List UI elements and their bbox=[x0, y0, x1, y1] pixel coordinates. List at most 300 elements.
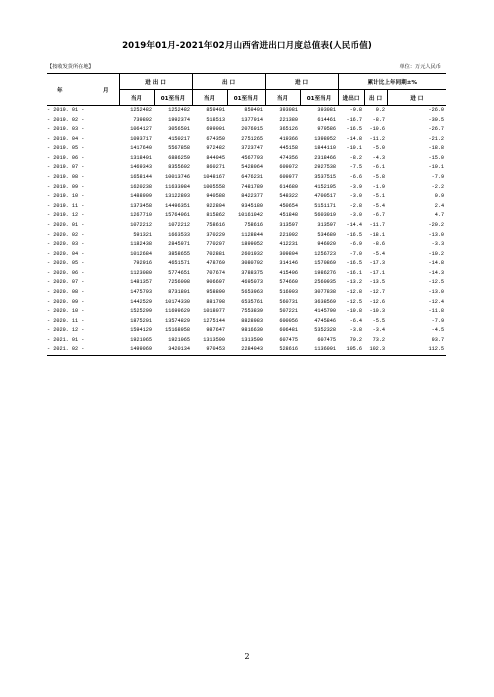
subheader-import-month: 当月 bbox=[265, 90, 300, 106]
cell-yoy-import: -18.8 bbox=[428, 145, 445, 152]
cell-export-month: 699001 bbox=[206, 126, 225, 133]
cell-total-ytd: 14496351 bbox=[165, 202, 190, 209]
cell-import-ytd: 393081 bbox=[317, 107, 337, 113]
cell-export-ytd: 1377914 bbox=[241, 116, 264, 123]
cell-total-ytd: 4651571 bbox=[168, 260, 190, 267]
cell-export-ytd: 8828983 bbox=[241, 317, 264, 324]
cell-yoy-total: 105.6 bbox=[338, 345, 364, 355]
cell-export-month: 844045 bbox=[206, 154, 225, 161]
cell-total-month: 1064127 bbox=[130, 126, 152, 133]
cell-yoy-total: -14.8 bbox=[346, 135, 363, 142]
cell-export-month: 970453 bbox=[192, 345, 227, 355]
cell-period: - 2019. 01 - bbox=[47, 107, 85, 113]
cell-export-month: 972482 bbox=[206, 145, 225, 152]
cell-export-month: 370229 bbox=[206, 231, 225, 238]
cell-export-month: 770207 bbox=[206, 241, 225, 248]
cell-export-month: 987647 bbox=[206, 327, 225, 334]
cell-total-month: 1442529 bbox=[130, 298, 152, 305]
cell-yoy-import: -21.2 bbox=[428, 135, 445, 142]
cell-yoy-total: -9.8 bbox=[349, 107, 363, 113]
cell-import-ytd: 5151171 bbox=[314, 202, 337, 209]
cell-period: - 2020. 03 - bbox=[47, 241, 85, 248]
cell-import-ytd: 1256723 bbox=[314, 250, 337, 257]
cell-export-ytd: 3788375 bbox=[241, 269, 264, 276]
cell-export-ytd: 3080702 bbox=[241, 260, 264, 267]
cell-period: - 2020. 01 - bbox=[47, 221, 85, 228]
cell-export-month: 859401 bbox=[206, 107, 225, 113]
cell-export-ytd: 5653963 bbox=[241, 288, 264, 295]
cell-import-ytd: 979586 bbox=[317, 126, 337, 133]
cell-yoy-total: -13.2 bbox=[346, 279, 363, 286]
table-row bbox=[47, 288, 446, 298]
table-row bbox=[47, 345, 446, 355]
table-row bbox=[47, 231, 446, 241]
cell-yoy-export: 102.3 bbox=[364, 345, 387, 355]
cell-yoy-import: -10.2 bbox=[428, 250, 445, 257]
cell-import-ytd: 3537515 bbox=[314, 174, 337, 181]
cell-export-month: 518513 bbox=[206, 116, 225, 123]
table-row bbox=[47, 135, 446, 145]
cell-import-month: 600056 bbox=[279, 317, 299, 324]
cell-total-ytd: 1663533 bbox=[168, 231, 190, 238]
table-row bbox=[47, 307, 446, 317]
cell-period: - 2019. 06 - bbox=[47, 154, 85, 161]
cell-total-ytd: 7256008 bbox=[168, 279, 190, 286]
cell-export-ytd: 4695073 bbox=[241, 279, 264, 286]
cell-export-ytd: 1313590 bbox=[241, 336, 264, 343]
cell-import-month: 474356 bbox=[279, 154, 299, 161]
cell-total-month: 1252482 bbox=[130, 107, 152, 113]
cell-import-ytd: 1398952 bbox=[314, 135, 337, 142]
cell-export-month: 1005558 bbox=[203, 183, 225, 190]
cell-yoy-import: -12.4 bbox=[428, 298, 445, 305]
cell-import-ytd: 2560935 bbox=[314, 279, 337, 286]
cell-yoy-export: -5.5 bbox=[372, 317, 386, 324]
cell-total-ytd: 8731801 bbox=[168, 288, 190, 295]
cell-total-ytd: 3420134 bbox=[154, 345, 192, 355]
cell-import-ytd: 4145790 bbox=[314, 308, 337, 315]
cell-export-ytd: 2601932 bbox=[241, 250, 264, 257]
cell-yoy-total: -12.5 bbox=[346, 298, 363, 305]
cell-import-month: 609977 bbox=[279, 174, 299, 181]
cell-yoy-import: 112.5 bbox=[387, 345, 446, 355]
cell-yoy-export: 73.2 bbox=[372, 336, 386, 343]
cell-yoy-export: -17.3 bbox=[369, 260, 386, 267]
period-header bbox=[47, 74, 119, 106]
cell-import-month: 445158 bbox=[279, 145, 299, 152]
cell-total-month: 1267710 bbox=[130, 212, 152, 219]
cell-import-ytd: 1136091 bbox=[300, 345, 338, 355]
cell-yoy-import: 93.7 bbox=[431, 336, 445, 343]
table-row bbox=[47, 154, 446, 164]
cell-yoy-export: -6.7 bbox=[372, 212, 386, 219]
cell-yoy-export: -11.7 bbox=[369, 221, 386, 228]
subheader-export-ytd: 01至当月 bbox=[227, 90, 265, 106]
cell-period: - 2020. 05 - bbox=[47, 260, 85, 267]
cell-period: - 2019. 08 - bbox=[47, 174, 85, 181]
cell-total-ytd: 13574829 bbox=[165, 317, 190, 324]
table-row bbox=[47, 106, 446, 116]
cell-period: - 2019. 02 - bbox=[47, 116, 85, 123]
cell-total-month: 1875201 bbox=[130, 317, 152, 324]
subheader-import-ytd: 01至当月 bbox=[300, 90, 338, 106]
cell-yoy-import: -3.3 bbox=[431, 241, 445, 248]
table-row bbox=[47, 336, 446, 346]
month-header: 月 bbox=[103, 87, 109, 94]
cell-period: - 2021. 02 - bbox=[47, 345, 119, 355]
cell-total-month: 1072212 bbox=[130, 221, 152, 228]
cell-yoy-total: -16.1 bbox=[346, 269, 363, 276]
cell-import-month: 574660 bbox=[279, 279, 299, 286]
cell-total-month: 1620238 bbox=[130, 183, 152, 190]
cell-yoy-total: -3.0 bbox=[349, 193, 363, 200]
cell-total-ytd: 10013746 bbox=[165, 174, 190, 181]
cell-total-month: 1475793 bbox=[130, 288, 152, 295]
cell-total-ytd: 1992374 bbox=[168, 116, 190, 123]
cell-period: - 2019. 05 - bbox=[47, 145, 85, 152]
cell-yoy-total: -6.9 bbox=[349, 241, 363, 248]
cell-import-month: 607475 bbox=[279, 336, 299, 343]
cell-yoy-import: -14.3 bbox=[428, 269, 445, 276]
cell-period: - 2019. 03 - bbox=[47, 126, 85, 133]
table-body bbox=[47, 106, 446, 356]
cell-total-ytd: 10174330 bbox=[165, 298, 190, 305]
header-group-yoy: 累计比上年同期±% bbox=[338, 74, 446, 90]
cell-import-ytd: 1844110 bbox=[314, 145, 337, 152]
cell-export-ytd: 2076915 bbox=[241, 126, 264, 133]
cell-period: - 2019. 12 - bbox=[47, 212, 85, 219]
cell-yoy-total: -10.1 bbox=[346, 145, 363, 152]
cell-yoy-import: -2.2 bbox=[431, 183, 445, 190]
cell-yoy-import: 2.4 bbox=[434, 202, 445, 209]
cell-export-month: 478769 bbox=[206, 260, 225, 267]
cell-yoy-export: -8.6 bbox=[372, 241, 386, 248]
cell-export-ytd: 9345180 bbox=[241, 202, 264, 209]
cell-yoy-export: -12.6 bbox=[369, 298, 386, 305]
cell-export-month: 815862 bbox=[206, 212, 225, 219]
cell-yoy-total: -10.8 bbox=[346, 308, 363, 315]
cell-import-month: 516903 bbox=[279, 288, 299, 295]
subheader-yoy-import: 进 口 bbox=[387, 90, 446, 106]
cell-import-ytd: 534689 bbox=[317, 231, 337, 238]
table-row bbox=[47, 125, 446, 135]
cell-import-month: 415406 bbox=[279, 269, 299, 276]
cell-import-month: 451848 bbox=[279, 212, 299, 219]
cell-yoy-total: -16.5 bbox=[346, 231, 363, 238]
cell-total-ytd: 1072212 bbox=[168, 221, 190, 228]
table-row bbox=[47, 317, 446, 327]
page-number: 2 bbox=[244, 652, 250, 661]
table-row bbox=[47, 278, 446, 288]
cell-total-month: 792916 bbox=[133, 260, 152, 267]
cell-yoy-export: -5.4 bbox=[372, 250, 386, 257]
cell-import-month: 548322 bbox=[279, 193, 299, 200]
cell-total-ytd: 3858655 bbox=[168, 250, 190, 257]
cell-import-ytd: 5352328 bbox=[314, 327, 337, 334]
cell-total-ytd: 2845971 bbox=[168, 241, 190, 248]
cell-total-ytd: 15764061 bbox=[165, 212, 190, 219]
cell-import-ytd: 2318466 bbox=[314, 154, 337, 161]
unit-note: 单位：万元人民币 bbox=[399, 64, 441, 70]
table-row bbox=[47, 144, 446, 154]
cell-export-ytd: 7553839 bbox=[241, 308, 264, 315]
cell-yoy-total: -2.8 bbox=[349, 202, 363, 209]
cell-yoy-export: -4.3 bbox=[372, 154, 386, 161]
cell-import-month: 221380 bbox=[279, 116, 299, 123]
table-row bbox=[47, 116, 446, 126]
cell-total-month: 1123080 bbox=[130, 269, 152, 276]
cell-export-month: 906697 bbox=[206, 279, 225, 286]
cell-yoy-total: -3.0 bbox=[349, 212, 363, 219]
cell-period: - 2020. 09 - bbox=[47, 298, 85, 305]
cell-export-ytd: 3723747 bbox=[241, 145, 264, 152]
cell-period: - 2019. 09 - bbox=[47, 183, 85, 190]
cell-export-month: 1018077 bbox=[203, 308, 225, 315]
cell-yoy-export: -6.1 bbox=[372, 164, 386, 171]
cell-export-ytd: 1899052 bbox=[241, 241, 264, 248]
cell-yoy-import: -7.9 bbox=[431, 174, 445, 181]
cell-import-ytd: 4700517 bbox=[314, 193, 337, 200]
cell-export-month: 1275144 bbox=[203, 317, 225, 324]
cell-period: - 2020. 07 - bbox=[47, 279, 85, 286]
cell-export-month: 674350 bbox=[206, 135, 225, 142]
cell-yoy-export: -5.0 bbox=[372, 145, 386, 152]
cell-export-month: 940588 bbox=[206, 193, 225, 200]
cell-yoy-total: -12.8 bbox=[346, 288, 363, 295]
cell-export-ytd: 9816630 bbox=[241, 327, 264, 334]
cell-import-month: 609072 bbox=[279, 164, 299, 171]
cell-yoy-export: -17.1 bbox=[369, 269, 386, 276]
cell-yoy-export: -5.8 bbox=[372, 174, 386, 181]
cell-yoy-import: -11.8 bbox=[428, 308, 445, 315]
cell-import-ytd: 1570869 bbox=[314, 260, 337, 267]
cell-export-month: 881798 bbox=[206, 298, 225, 305]
cell-yoy-export: -5.4 bbox=[372, 202, 386, 209]
cell-yoy-import: -4.5 bbox=[431, 327, 445, 334]
cell-period: - 2020. 12 - bbox=[47, 327, 85, 334]
cell-import-ytd: 313597 bbox=[317, 221, 337, 228]
cell-period: - 2019. 07 - bbox=[47, 164, 85, 171]
table-row bbox=[47, 183, 446, 193]
cell-yoy-total: -16.5 bbox=[346, 126, 363, 133]
cell-export-month: 958890 bbox=[206, 288, 225, 295]
cell-yoy-export: -18.1 bbox=[369, 231, 386, 238]
cell-total-ytd: 5567858 bbox=[168, 145, 190, 152]
cell-yoy-import: -10.1 bbox=[428, 164, 445, 171]
cell-period: - 2020. 02 - bbox=[47, 231, 85, 238]
cell-total-month: 1525299 bbox=[130, 308, 152, 315]
header-group-export: 出 口 bbox=[192, 74, 265, 90]
cell-yoy-export: -8.7 bbox=[372, 116, 386, 123]
table-row bbox=[47, 240, 446, 250]
cell-export-ytd: 6535761 bbox=[241, 298, 264, 305]
cell-import-month: 314146 bbox=[279, 260, 299, 267]
cell-period: - 2020. 11 - bbox=[47, 317, 85, 324]
cell-total-ytd: 5774651 bbox=[168, 269, 190, 276]
cell-total-ytd: 11699629 bbox=[165, 308, 190, 315]
cell-export-month: 1313590 bbox=[203, 336, 225, 343]
cell-import-month: 528616 bbox=[265, 345, 300, 355]
cell-period: - 2020. 06 - bbox=[47, 269, 85, 276]
cell-export-ytd: 7481789 bbox=[241, 183, 264, 190]
subheader-export-month: 当月 bbox=[192, 90, 227, 106]
cell-export-month: 860271 bbox=[206, 164, 225, 171]
cell-total-month: 1318401 bbox=[130, 154, 152, 161]
cell-total-month: 1182438 bbox=[130, 241, 152, 248]
cell-yoy-import: -14.8 bbox=[428, 260, 445, 267]
cell-import-ytd: 3638569 bbox=[314, 298, 337, 305]
cell-total-ytd: 1921065 bbox=[168, 336, 190, 343]
cell-yoy-export: -5.1 bbox=[372, 193, 386, 200]
cell-import-month: 393081 bbox=[279, 107, 299, 113]
cell-yoy-import: -26.7 bbox=[428, 126, 445, 133]
cell-import-month: 309804 bbox=[279, 250, 299, 257]
table-row bbox=[47, 326, 446, 336]
cell-yoy-export: -10.3 bbox=[369, 308, 386, 315]
cell-export-ytd: 8422377 bbox=[241, 193, 264, 200]
header-group-total: 进 出 口 bbox=[119, 74, 192, 90]
cell-yoy-export: -12.7 bbox=[369, 288, 386, 295]
page-title: 2019年01月-2021年02月山西省进出口月度总值表(人民币值) bbox=[122, 41, 372, 51]
cell-yoy-export: -10.6 bbox=[369, 126, 386, 133]
cell-import-month: 419366 bbox=[279, 135, 299, 142]
cell-import-ytd: 4745846 bbox=[314, 317, 337, 324]
cell-yoy-total: -14.4 bbox=[346, 221, 363, 228]
cell-period: - 2020. 04 - bbox=[47, 250, 85, 257]
cell-yoy-export: -1.9 bbox=[372, 183, 386, 190]
cell-export-ytd: 1128844 bbox=[241, 231, 264, 238]
header-group-import: 进 口 bbox=[265, 74, 338, 90]
cell-import-month: 365126 bbox=[279, 126, 299, 133]
cell-export-ytd: 2284043 bbox=[227, 345, 265, 355]
cell-import-month: 313597 bbox=[279, 221, 299, 228]
cell-total-month: 1093717 bbox=[130, 135, 152, 142]
cell-export-ytd: 2751265 bbox=[241, 135, 264, 142]
cell-total-month: 1012684 bbox=[130, 250, 152, 257]
cell-total-month: 1417640 bbox=[130, 145, 152, 152]
cell-yoy-export: -3.4 bbox=[372, 327, 386, 334]
cell-total-ytd: 6886259 bbox=[168, 154, 190, 161]
cell-export-month: 758616 bbox=[206, 221, 225, 228]
table-row bbox=[47, 211, 446, 221]
cell-total-month: 1488909 bbox=[130, 193, 152, 200]
cell-import-ytd: 4152195 bbox=[314, 183, 337, 190]
cell-total-ytd: 8355602 bbox=[168, 164, 190, 171]
cell-import-ytd: 5603019 bbox=[314, 212, 337, 219]
cell-yoy-import: -12.5 bbox=[428, 279, 445, 286]
cell-import-month: 606481 bbox=[279, 327, 299, 334]
cell-total-month: 1499069 bbox=[119, 345, 154, 355]
cell-total-month: 739892 bbox=[133, 116, 152, 123]
cell-yoy-import: 4.7 bbox=[434, 212, 445, 219]
cell-export-month: 922804 bbox=[206, 202, 225, 209]
cell-yoy-total: -6.6 bbox=[349, 174, 363, 181]
cell-import-ytd: 607475 bbox=[317, 336, 337, 343]
cell-import-month: 412231 bbox=[279, 241, 299, 248]
location-note: 【按收发货所在地】 bbox=[47, 64, 94, 70]
cell-yoy-import: -30.5 bbox=[428, 116, 445, 123]
cell-total-month: 1594129 bbox=[130, 327, 152, 334]
cell-import-ytd: 946920 bbox=[317, 241, 337, 248]
subheader-total-ytd: 01至当月 bbox=[154, 90, 192, 106]
cell-total-ytd: 4150217 bbox=[168, 135, 190, 142]
cell-export-ytd: 6476231 bbox=[241, 174, 264, 181]
table-header bbox=[47, 74, 446, 106]
cell-total-month: 1373458 bbox=[130, 202, 152, 209]
cell-yoy-total: -8.2 bbox=[349, 154, 363, 161]
cell-yoy-total: -7.0 bbox=[349, 250, 363, 257]
table-row bbox=[47, 221, 446, 231]
cell-total-ytd: 15168958 bbox=[165, 327, 190, 334]
cell-yoy-import: -13.0 bbox=[428, 231, 445, 238]
cell-export-ytd: 10161042 bbox=[238, 212, 264, 219]
cell-import-ytd: 1986276 bbox=[314, 269, 337, 276]
cell-yoy-import: -20.2 bbox=[428, 221, 445, 228]
table-row bbox=[47, 192, 446, 202]
cell-total-ytd: 3056501 bbox=[168, 126, 190, 133]
cell-period: - 2019. 11 - bbox=[47, 202, 85, 209]
table-row bbox=[47, 259, 446, 269]
cell-period: - 2020. 08 - bbox=[47, 288, 85, 295]
year-header: 年 bbox=[57, 87, 63, 94]
cell-export-ytd: 5428064 bbox=[241, 164, 264, 171]
cell-yoy-export: -11.2 bbox=[369, 135, 386, 142]
cell-yoy-total: -16.7 bbox=[346, 116, 363, 123]
cell-yoy-total: -6.4 bbox=[349, 317, 363, 324]
cell-export-ytd: 758616 bbox=[244, 221, 264, 228]
table-row bbox=[47, 250, 446, 260]
cell-yoy-total: -7.5 bbox=[349, 164, 363, 171]
cell-export-month: 707674 bbox=[206, 269, 225, 276]
table-row bbox=[47, 173, 446, 183]
cell-yoy-total: -3.9 bbox=[349, 183, 363, 190]
table-row bbox=[47, 298, 446, 308]
cell-total-ytd: 1252482 bbox=[168, 107, 190, 113]
cell-yoy-export: 0.2 bbox=[375, 107, 386, 113]
cell-import-month: 450654 bbox=[279, 202, 299, 209]
table-row bbox=[47, 269, 446, 279]
subheader-total-month: 当月 bbox=[119, 90, 154, 106]
cell-yoy-import: -15.0 bbox=[428, 154, 445, 161]
cell-yoy-import: 0.9 bbox=[434, 193, 445, 200]
cell-import-month: 614680 bbox=[279, 183, 299, 190]
cell-total-month: 1481357 bbox=[130, 279, 152, 286]
cell-period: - 2019. 10 - bbox=[47, 193, 85, 200]
table-row bbox=[47, 163, 446, 173]
cell-total-month: 1921065 bbox=[130, 336, 152, 343]
cell-period: - 2019. 04 - bbox=[47, 135, 85, 142]
cell-yoy-total: -16.5 bbox=[346, 260, 363, 267]
cell-yoy-import: -26.0 bbox=[428, 107, 445, 113]
cell-import-month: 221092 bbox=[279, 231, 299, 238]
cell-export-month: 1048167 bbox=[203, 174, 225, 181]
table-row bbox=[47, 202, 446, 212]
cell-total-month: 1658144 bbox=[130, 174, 152, 181]
cell-total-month: 591321 bbox=[133, 231, 152, 238]
cell-import-ytd: 2927538 bbox=[314, 164, 337, 171]
cell-yoy-import: -13.0 bbox=[428, 288, 445, 295]
cell-total-month: 1469343 bbox=[130, 164, 152, 171]
trade-table bbox=[47, 73, 446, 356]
cell-period: - 2020. 10 - bbox=[47, 308, 85, 315]
subheader-yoy-total: 进出口 bbox=[338, 90, 364, 106]
cell-yoy-total: -3.8 bbox=[349, 327, 363, 334]
cell-export-ytd: 859401 bbox=[244, 107, 264, 113]
cell-yoy-total: 79.2 bbox=[349, 336, 363, 343]
cell-period: - 2021. 01 - bbox=[47, 336, 85, 343]
cell-import-ytd: 3077838 bbox=[314, 288, 337, 295]
cell-total-ytd: 13122893 bbox=[165, 193, 190, 200]
